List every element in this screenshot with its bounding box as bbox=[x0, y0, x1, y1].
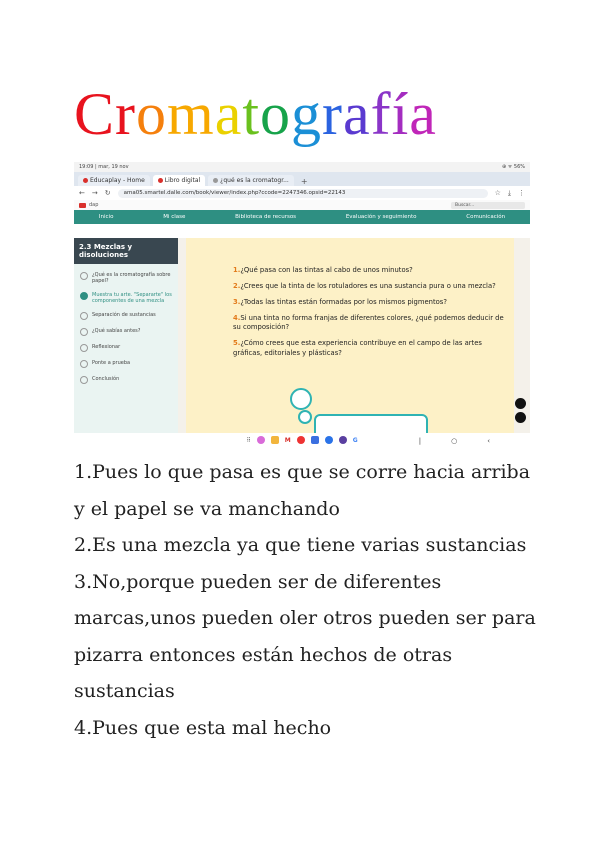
sidebar-item-label: Conclusión bbox=[92, 376, 120, 382]
site-nav bbox=[74, 210, 530, 224]
tab-favicon-icon bbox=[213, 178, 218, 183]
content-panel bbox=[186, 238, 514, 433]
menu-dots-icon[interactable]: ⋮ bbox=[518, 189, 525, 197]
progress-circle-icon bbox=[80, 292, 88, 300]
app-icon[interactable] bbox=[297, 436, 305, 444]
question bbox=[233, 314, 508, 334]
questions-list bbox=[233, 266, 508, 365]
question-number: 1. bbox=[233, 266, 241, 274]
question-number: 2. bbox=[233, 281, 241, 290]
app-icon[interactable] bbox=[257, 436, 265, 444]
answer-line: 1.Pues lo que pasa es que se corre hacia arriba y el papel se va manchando bbox=[74, 461, 531, 520]
question-text: ¿Cómo crees que esta experiencia contribuye en el campo de las artes gráficas, editoriales y plásticas? bbox=[233, 339, 482, 358]
nav-comunicacion[interactable]: Comunicación bbox=[466, 214, 506, 220]
title-letter: f bbox=[370, 81, 392, 147]
google-icon[interactable]: G bbox=[352, 436, 358, 444]
sidebar-item[interactable] bbox=[74, 292, 178, 304]
sidebar-item[interactable] bbox=[74, 376, 178, 384]
title-letter: t bbox=[242, 81, 260, 147]
pen-tool-icon[interactable] bbox=[515, 398, 526, 409]
title-letter: o bbox=[260, 81, 291, 147]
browser-tabs bbox=[74, 172, 530, 186]
status-bar bbox=[74, 162, 530, 172]
site-search[interactable]: Buscar... bbox=[451, 202, 525, 209]
question bbox=[233, 298, 508, 308]
status-time: 19:09 | mar, 19 nov bbox=[79, 164, 129, 170]
tab-favicon-icon bbox=[83, 178, 88, 183]
nav-biblioteca[interactable]: Biblioteca de recursos bbox=[235, 214, 297, 220]
progress-circle-icon bbox=[80, 344, 88, 352]
sidebar bbox=[74, 238, 178, 433]
answers bbox=[74, 454, 544, 746]
question-text: Si una tinta no forma franjas de diferentes colores, ¿qué podemos deducir de su composición? bbox=[233, 313, 504, 332]
sidebar-item[interactable] bbox=[74, 344, 178, 352]
app-icon[interactable] bbox=[311, 436, 319, 444]
bookmark-label[interactable]: dap bbox=[89, 202, 99, 208]
progress-circle-icon bbox=[80, 376, 88, 384]
bookmark-bar bbox=[74, 200, 530, 210]
download-icon[interactable]: ⤓ bbox=[507, 188, 511, 197]
nav-evaluacion[interactable]: Evaluación y seguimiento bbox=[345, 214, 417, 220]
title-letter: C bbox=[74, 81, 116, 147]
title-letter: í bbox=[391, 81, 410, 147]
android-taskbar bbox=[74, 433, 530, 447]
edit-tool-icon[interactable] bbox=[515, 412, 526, 423]
question bbox=[233, 266, 508, 276]
progress-circle-icon bbox=[80, 312, 88, 320]
url-bar bbox=[74, 186, 530, 200]
title-letter: a bbox=[409, 81, 437, 147]
title-letter: g bbox=[291, 81, 322, 147]
back-arrow-icon[interactable]: ← bbox=[79, 189, 85, 197]
title-letter: a bbox=[214, 81, 243, 147]
question-text: ¿Crees que la tinta de los rotuladores es una sustancia pura o una mezcla? bbox=[240, 281, 496, 290]
question bbox=[233, 282, 508, 292]
progress-circle-icon bbox=[80, 360, 88, 368]
star-icon[interactable]: ☆ bbox=[494, 189, 501, 197]
question-text: ¿Qué pasa con las tintas al cabo de unos minutos? bbox=[240, 266, 413, 274]
decorative-circle bbox=[290, 388, 312, 410]
answer-line: 4.Pues que esta mal hecho bbox=[74, 716, 332, 739]
sidebar-item-label: Ponte a prueba bbox=[92, 360, 131, 366]
reload-icon[interactable]: ↻ bbox=[104, 189, 111, 197]
forward-arrow-icon[interactable]: → bbox=[91, 189, 98, 197]
status-battery: ⊕ ᯤ 56% bbox=[501, 164, 525, 170]
apps-grid-icon[interactable]: ⠿ bbox=[246, 436, 251, 444]
back-button[interactable]: ‹ bbox=[487, 437, 490, 445]
youtube-icon[interactable] bbox=[79, 203, 86, 208]
decorative-circle bbox=[298, 410, 312, 424]
browser-tab[interactable]: Educaplay - Home bbox=[78, 175, 150, 186]
sidebar-item[interactable] bbox=[74, 328, 178, 336]
sidebar-heading: 2.3 Mezclas y disoluciones bbox=[74, 238, 178, 264]
answer-line: 3.No,porque pueden ser de diferentes marcas,unos pueden oler otros pueden ser para pizarra entonces están hechos de otras sustancias bbox=[74, 570, 536, 702]
tab-favicon-icon bbox=[158, 178, 163, 183]
sidebar-item-label: ¿Qué es la cromatografía sobre papel? bbox=[92, 272, 171, 284]
title-letter: m bbox=[167, 81, 215, 147]
question-text: ¿Todas las tintas están formadas por los mismos pigmentos? bbox=[240, 297, 447, 306]
app-icon[interactable] bbox=[325, 436, 333, 444]
question-number: 3. bbox=[233, 297, 241, 306]
question bbox=[233, 339, 508, 359]
sidebar-item-label: ¿Qué sabías antes? bbox=[92, 328, 141, 334]
question-number: 5. bbox=[233, 339, 241, 348]
app-icon[interactable] bbox=[271, 436, 279, 444]
new-tab-button[interactable]: + bbox=[300, 177, 308, 186]
gmail-icon[interactable]: M bbox=[284, 436, 291, 444]
sidebar-item-label: Separación de sustancias bbox=[92, 312, 156, 318]
title-letter: a bbox=[342, 81, 371, 147]
browser-tab-active[interactable]: Libro digital bbox=[153, 175, 205, 186]
system-nav bbox=[419, 437, 490, 445]
sidebar-item[interactable] bbox=[74, 360, 178, 368]
question-number: 4. bbox=[233, 313, 241, 322]
title-letter: o bbox=[136, 81, 168, 147]
sidebar-item[interactable] bbox=[74, 272, 178, 284]
browser-tab[interactable]: ¿qué es la cromatogr... bbox=[208, 175, 294, 186]
url-input[interactable]: ama05.smartel.dalle.com/book/viewer/index.php?ccode=2247346.opsid=22143 bbox=[118, 189, 488, 198]
recents-button[interactable]: | bbox=[418, 437, 422, 445]
title-letter: r bbox=[115, 81, 137, 147]
book-viewer bbox=[74, 238, 530, 433]
home-button[interactable]: ○ bbox=[451, 437, 458, 445]
nav-mi-clase[interactable]: Mi clase bbox=[163, 214, 186, 220]
answer-line: 2.Es una mezcla ya que tiene varias sustancias bbox=[74, 534, 527, 556]
embedded-screenshot bbox=[74, 162, 530, 447]
title-letter: r bbox=[322, 81, 343, 147]
progress-circle-icon bbox=[80, 328, 88, 336]
page-title bbox=[74, 80, 437, 149]
nav-inicio[interactable]: Inicio bbox=[98, 214, 114, 220]
app-icon[interactable] bbox=[339, 436, 347, 444]
sidebar-item[interactable] bbox=[74, 312, 178, 320]
sidebar-item-label: Reflexionar bbox=[92, 344, 121, 350]
sidebar-item-label: Muestra tu arte. "Separarte" los componentes de una mezcla bbox=[92, 292, 172, 304]
progress-circle-icon bbox=[80, 272, 88, 280]
